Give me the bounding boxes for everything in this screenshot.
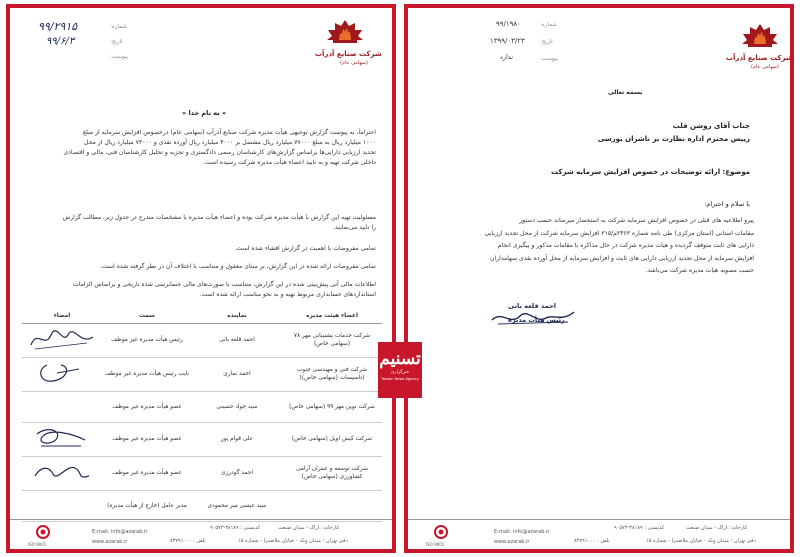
signature-cell xyxy=(22,490,102,521)
text-line: حسب مصوبه هیات مدیره شرکت می‌باشد. xyxy=(645,267,754,274)
text-line: استانداردهای حسابداری مربوط تهیه و به نحو مناسب ارائه شده است. xyxy=(199,291,376,298)
position-cell: نایب رئیس هیأت مدیره غیر موظف xyxy=(102,357,192,391)
meta-number-label: شماره: xyxy=(540,22,557,28)
right-footer xyxy=(408,519,790,549)
recipient-title: رییس محترم اداره نظارت بر ناشران بورسی xyxy=(597,135,750,143)
table-row xyxy=(22,422,382,456)
table-row xyxy=(22,357,382,391)
col-header-members: اعضاء هیئت مدیره xyxy=(282,310,382,323)
footer-address-1: کارخانه : اراک - میدان صنعت xyxy=(278,525,340,531)
signature-cell xyxy=(22,422,102,456)
table-row xyxy=(22,456,382,490)
iso-label: ISO 9001 xyxy=(426,542,445,547)
position-cell: عضو هیأت مدیره غیر موظف xyxy=(102,391,192,422)
member-cell: شرکت فنی و مهندسی جنوب (تاسیسات (سهامی خاص)) xyxy=(282,357,382,391)
footer-email[interactable]: E-mail: info@azarab.ir xyxy=(92,529,148,535)
table-header-row xyxy=(22,310,382,323)
table-row xyxy=(22,490,382,521)
position-cell: عضو هیأت مدیره غیر موظف xyxy=(102,422,192,456)
handwritten-number: ۹۹/۲۹۱۵ xyxy=(38,20,78,33)
footer-website[interactable]: www.azarab.ir xyxy=(494,539,530,545)
doc-heading: بسمه تعالی xyxy=(608,89,643,96)
paragraph-1 xyxy=(21,128,376,168)
text-line: تمامی مفروضات ارائه شده در این گزارش، بر مبنای معقول و متناسب با اختلاف آن در نظر گرفته شده است. xyxy=(100,263,376,270)
recipient-name: جناب آقای روشن قلب xyxy=(672,122,750,130)
left-footer xyxy=(10,519,392,549)
iso-label: ISO 9001 xyxy=(28,542,47,547)
rep-cell: سید جواد حسینی xyxy=(192,391,282,422)
signer-title: رئیس هیأت مدیره xyxy=(508,316,565,324)
letter-subject: موضوع: ارائه توضیحات در خصوص افزایش سرمایه شرکت xyxy=(551,168,750,176)
text-line: ۱۰۰۰ میلیارد ریال به مبلغ ۷۷۰۰۰ میلیارد ریال مشتمل بر ۴۰۰۰ میلیارد ریال آورده نقدی و ۷۳۰۰۰ میلیارد ریال از محل xyxy=(84,139,376,146)
paragraph-4 xyxy=(21,262,376,272)
member-cell: شرکت نوین مهر ۹۹ (سهامی خاص) xyxy=(282,391,382,422)
col-header-rep: نماینده xyxy=(192,310,282,323)
tasnim-watermark-logo xyxy=(378,342,422,398)
footer-postcode: کدپستی : ۳۸۱۸۹-۹۰۵۷۳ xyxy=(614,525,665,531)
rep-cell: سید عیسی میر محمودی xyxy=(192,490,282,521)
table-row xyxy=(22,391,382,422)
right-document xyxy=(404,4,794,553)
position-cell: رئیس هیأت مدیره غیر موظف xyxy=(102,323,192,357)
text-line: احتراماً، به پیوست گزارش توجیهی هیأت مدیره شرکت صنایع آذرآب (سهامی عام) درخصوص افزایش سرمایه از مبلغ xyxy=(82,129,376,136)
signature-cell xyxy=(22,391,102,422)
meta-date-label: تاریخ: xyxy=(540,39,553,45)
rep-cell: احمد گودرزی xyxy=(192,456,282,490)
text-line: را تایید می‌نمایند. xyxy=(333,224,376,231)
signature-icon xyxy=(27,325,97,353)
left-document xyxy=(6,4,396,553)
company-type: (سهامی عام) xyxy=(751,64,779,70)
footer-email[interactable]: E-mail: info@azarab.ir xyxy=(494,529,550,535)
rep-cell: علی قوام پور xyxy=(192,422,282,456)
meta-attach-label: پیوست: xyxy=(110,54,128,60)
member-cell: شرکت کیش اویل (سهامی خاص) xyxy=(282,422,382,456)
position-cell: عضو هیأت مدیره غیر موظف xyxy=(102,456,192,490)
text-line: پیرو اطلاعیه های قبلی در خصوص افزایش سرمایه شرکت به استحضار میرساند حسب دستور xyxy=(519,217,754,224)
text-line: تجدید ارزیابی دارایی‌ها براساس گزارش‌های کارشناسان رسمی دادگستری و تجزیه و تحلیل کارشناسان فنی، مالی و اقتصادی xyxy=(63,149,376,156)
paragraph-5 xyxy=(21,280,376,300)
signature-cell xyxy=(22,456,102,490)
footer-address-1: کارخانه : اراک - میدان صنعت xyxy=(686,525,748,531)
handwritten-date: ۹۹/۶/۳ xyxy=(46,36,75,47)
signer-name: احمد قلعه بانی xyxy=(508,302,556,310)
signature-cell xyxy=(22,323,102,357)
board-members-table xyxy=(22,310,382,522)
letter-greeting: با سلام و احترام: xyxy=(704,200,750,208)
text-line: داخلی شرکت تهیه و به تایید اعضاء هیأت مدیره شرکت رسیده است. xyxy=(203,159,376,166)
paragraph-2 xyxy=(21,213,376,233)
footer-phone: تلفن : ۸۳۷۹۱۰۰۰ xyxy=(170,538,206,544)
meta-attach-label: پیوست: xyxy=(540,56,558,62)
text-line: تمامی مفروضات با اهمیت در گزارش افشاء شده است. xyxy=(234,245,376,252)
member-cell xyxy=(282,490,382,521)
meta-number-label: شماره: xyxy=(110,24,127,30)
footer-address-2: دفتر تهران : میدان ونک - خیابان ملاصدرا - شماره ۱۵ xyxy=(238,538,348,544)
signature-icon xyxy=(27,458,97,486)
letter-body xyxy=(434,215,754,278)
typed-number: ۹۹/۱۹۸۰ xyxy=(496,20,521,28)
iso-certification-icon xyxy=(32,524,54,542)
text-line: مسئولیت تهیه این گزارش با هیأت مدیره شرکت بوده و اعضاء هیأت مدیره با مشخصات مندرج در جدول زیر، مطالب گزارش xyxy=(62,214,376,221)
company-name: شرکت صنایع آذرآب xyxy=(726,54,793,62)
footer-phone: تلفن : ۸۳۷۹۱۰۰۰ xyxy=(574,538,610,544)
watermark-name: تسنیم xyxy=(379,349,421,369)
text-line: افزایش سرمایه از محل تجدید ارزیابی دارایی های ثابت و افزایش سرمایه از محل آورده نقدی سهامداران xyxy=(490,254,754,262)
text-line: اطلاعات مالی آتی پیش‌بینی شده در این گزارش، متناسب با صورت‌های مالی حسابرسی شده تاریخی و براساس الزامات xyxy=(72,281,376,288)
signature-icon xyxy=(27,359,97,387)
azarab-logo-icon xyxy=(325,18,365,48)
iso-certification-icon xyxy=(430,524,452,542)
paragraph-3 xyxy=(21,244,376,254)
rep-cell: احمد قلعه بانی xyxy=(192,323,282,357)
azarab-logo-icon xyxy=(740,22,780,52)
footer-website[interactable]: www.azarab.ir xyxy=(92,539,128,545)
company-type: (سهامی عام) xyxy=(340,60,368,66)
col-header-position: سمت xyxy=(102,310,192,323)
signature-cell xyxy=(22,357,102,391)
typed-date: ۱۳۹۹/۰۳/۲۳ xyxy=(490,37,525,45)
doc-heading: « به نام خدا » xyxy=(182,109,227,117)
text-line: مقامات استانی (استان مرکزی) طی نامه شماره ۲۴۶۳م/۳۱۵ افزایش سرمایه شرکت از محل تجدید ارزیابی xyxy=(484,229,754,237)
rep-cell: احمد نمازی xyxy=(192,357,282,391)
col-header-sign: امضاء xyxy=(22,310,102,323)
position-cell: مدیر عامل (خارج از هیأت مدیره) xyxy=(102,490,192,521)
typed-attachment: ندارد xyxy=(500,53,514,61)
footer-address-2: دفتر تهران : میدان ونک - خیابان ملاصدرا - شماره ۱۵ xyxy=(646,538,756,544)
member-cell: شرکت خدمات پشتیبانی مهر ۷۸ (سهامی خاص) xyxy=(282,323,382,357)
meta-date-label: تاریخ: xyxy=(110,39,123,45)
text-line: دارایی های ثابت متوقف گردیده و هیات مدیره شرکت در حال مذاکره با مقامات مذکور و پیگیری انجام xyxy=(497,242,754,249)
signature-icon xyxy=(27,424,97,452)
table-row xyxy=(22,323,382,357)
footer-postcode: کدپستی : ۳۸۱۸۹-۹۰۵۷۳ xyxy=(210,525,261,531)
member-cell: شرکت توسعه و عمران آرامی کشاورزی (سهامی خاص) xyxy=(282,456,382,490)
company-name: شرکت صنایع آذرآب xyxy=(315,50,382,58)
watermark-sub: خبرگزاری xyxy=(390,370,410,375)
watermark-latin: Tasnim News Agency xyxy=(381,377,419,381)
